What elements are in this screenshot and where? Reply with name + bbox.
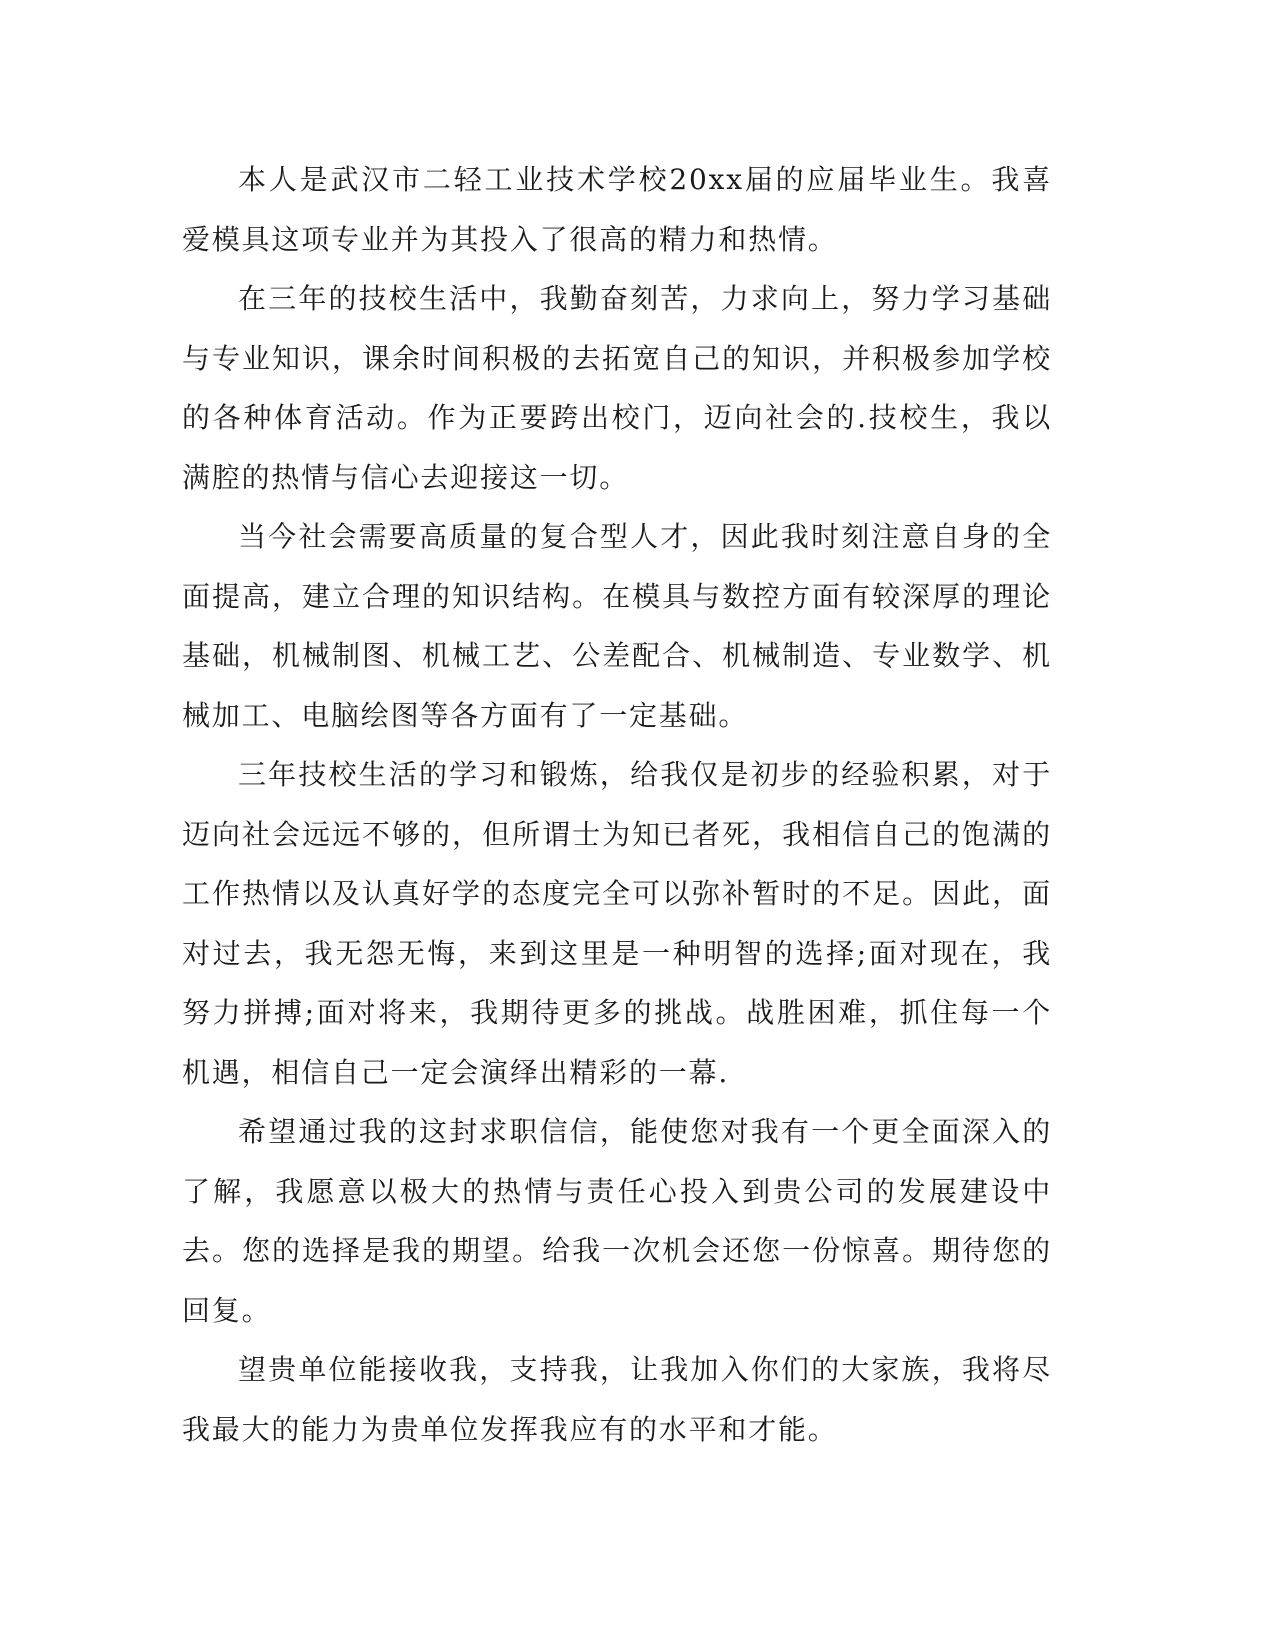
paragraph-school-life: 在三年的技校生活中，我勤奋刻苦，力求向上，努力学习基础与专业知识，课余时间积极的去拓宽自己的知识，并积极参加学校的各种体育活动。作为正要跨出校门，迈向社会的.技校生，我以满腔的热情与信心去迎接这一切。 [182,282,1052,494]
letter-body [182,150,1052,1459]
paragraph-hope: 希望通过我的这封求职信信，能使您对我有一个更全面深入的了解，我愿意以极大的热情与责任心投入到贵公司的发展建设中去。您的选择是我的期望。给我一次机会还您一份惊喜。期待您的回复。 [182,1115,1052,1327]
paragraph-intro: 本人是武汉市二轻工业技术学校20xx届的应届毕业生。我喜爱模具这项专业并为其投入了很高的精力和热情。 [182,163,1052,256]
paragraph-knowledge: 当今社会需要高质量的复合型人才，因此我时刻注意自身的全面提高，建立合理的知识结构。在模具与数控方面有较深厚的理论基础，机械制图、机械工艺、公差配合、机械制造、专业数学、机械加工、电脑绘图等各方面有了一定基础。 [182,520,1052,732]
paragraph-experience: 三年技校生活的学习和锻炼，给我仅是初步的经验积累，对于迈向社会远远不够的，但所谓士为知已者死，我相信自己的饱满的工作热情以及认真好学的态度完全可以弥补暂时的不足。因此，面对过去，我无怨无悔，来到这里是一种明智的选择;面对现在，我努力拼搏;面对将来，我期待更多的挑战。战胜困难，抓住每一个机遇，相信自己一定会演绎出精彩的一幕. [182,758,1052,1089]
paragraph-closing: 望贵单位能接收我，支持我，让我加入你们的大家族，我将尽我最大的能力为贵单位发挥我应有的水平和才能。 [182,1353,1052,1446]
